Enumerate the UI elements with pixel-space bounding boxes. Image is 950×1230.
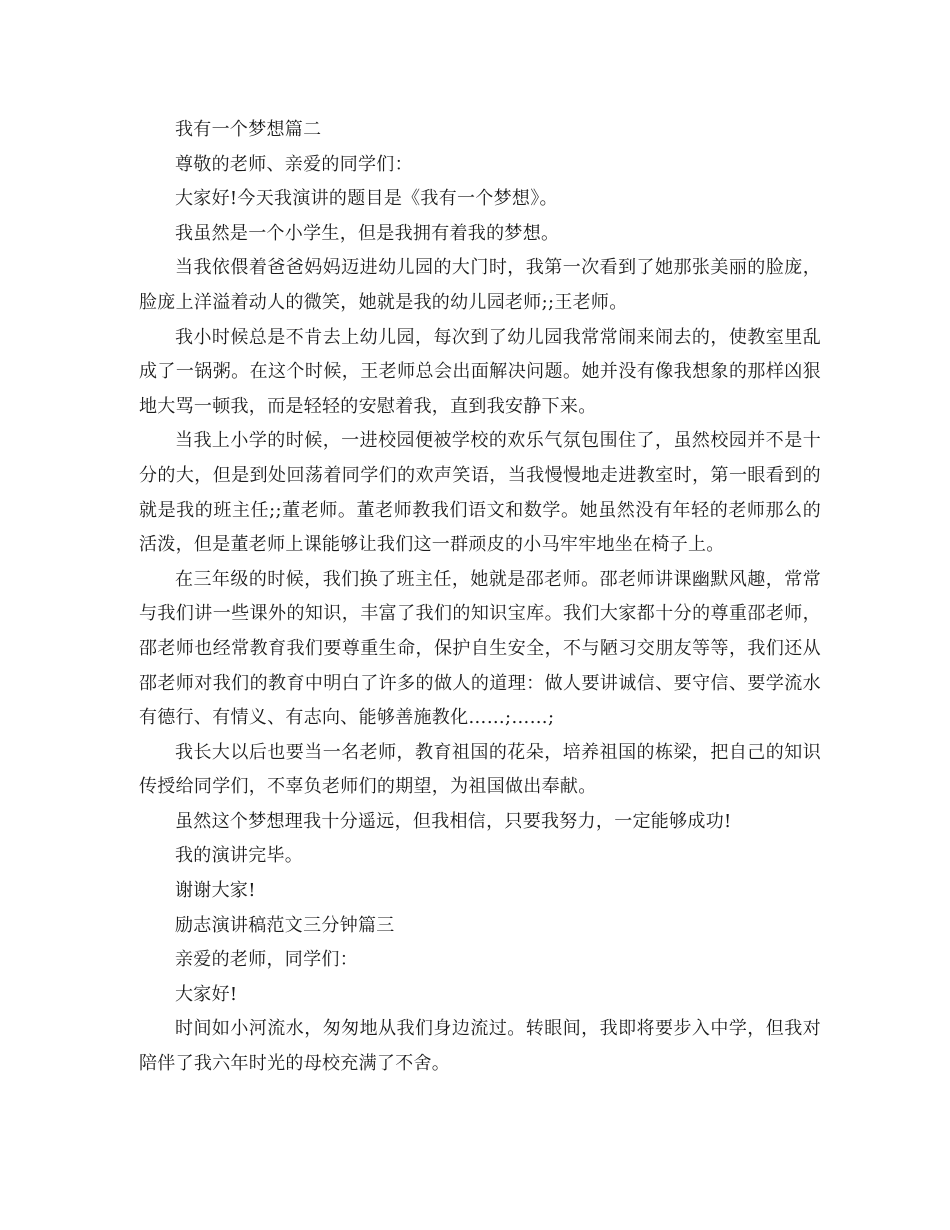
paragraph: 我虽然是一个小学生，但是我拥有着我的梦想。 (175, 222, 560, 244)
section-title-part-three: 励志演讲稿范文三分钟篇三 (175, 914, 395, 936)
salutation: 亲爱的老师，同学们： (175, 949, 358, 971)
paragraph: 当我上小学的时候，一进校园便被学校的欢乐气氛包围住了，虽然校园并不是十分的大，但是到处回荡着同学们的欢声笑语，当我慢慢地走进教室时，第一眼看到的就是我的班主任;;董老师。董老师教我们语文和数学。她虽然没有年轻的老师那么的活泼，但是董老师上课能够让我们这一群顽皮的小马牢牢地坐在椅子上。 (139, 430, 821, 556)
closing-line: 我的演讲完毕。 (175, 845, 304, 867)
document-page (139, 113, 821, 1082)
thanks-line: 谢谢大家! (175, 880, 256, 902)
paragraph: 当我依偎着爸爸妈妈迈进幼儿园的大门时，我第一次看到了她那张美丽的脸庞，脸庞上洋溢着动人的微笑，她就是我的幼儿园老师;;王老师。 (139, 257, 821, 313)
paragraph: 虽然这个梦想理我十分遥远，但我相信，只要我努力，一定能够成功! (175, 810, 732, 832)
paragraph: 我长大以后也要当一名老师，教育祖国的花朵，培养祖国的栋梁，把自己的知识传授给同学们，不辜负老师们的期望，为祖国做出奉献。 (139, 741, 821, 798)
salutation: 尊敬的老师、亲爱的同学们： (175, 153, 413, 175)
paragraph: 我小时候总是不肯去上幼儿园，每次到了幼儿园我常常闹来闹去的，使教室里乱成了一锅粥。在这个时候，王老师总会出面解决问题。她并没有像我想象的那样凶狠地大骂一顿我，而是轻轻的安慰着我，直到我安静下来。 (139, 326, 821, 417)
section-title-part-two: 我有一个梦想篇二 (175, 119, 322, 140)
paragraph: 在三年级的时候，我们换了班主任，她就是邵老师。邵老师讲课幽默风趣，常常与我们讲一些课外的知识，丰富了我们的知识宝库。我们大家都十分的尊重邵老师，邵老师也经常教育我们要尊重生命，保护自生安全，不与陋习交朋友等等，我们还从邵老师对我们的教育中明白了许多的做人的道理：做人要讲诚信、要守信、要学流水有德行、有情义、有志向、能够善施教化……;……; (139, 568, 821, 729)
greeting: 大家好!今天我演讲的题目是《我有一个梦想》。 (175, 188, 558, 210)
greeting: 大家好! (175, 983, 238, 1005)
paragraph: 时间如小河流水，匆匆地从我们身边流过。转眼间，我即将要步入中学，但我对陪伴了我六年时光的母校充满了不舍。 (139, 1018, 821, 1075)
